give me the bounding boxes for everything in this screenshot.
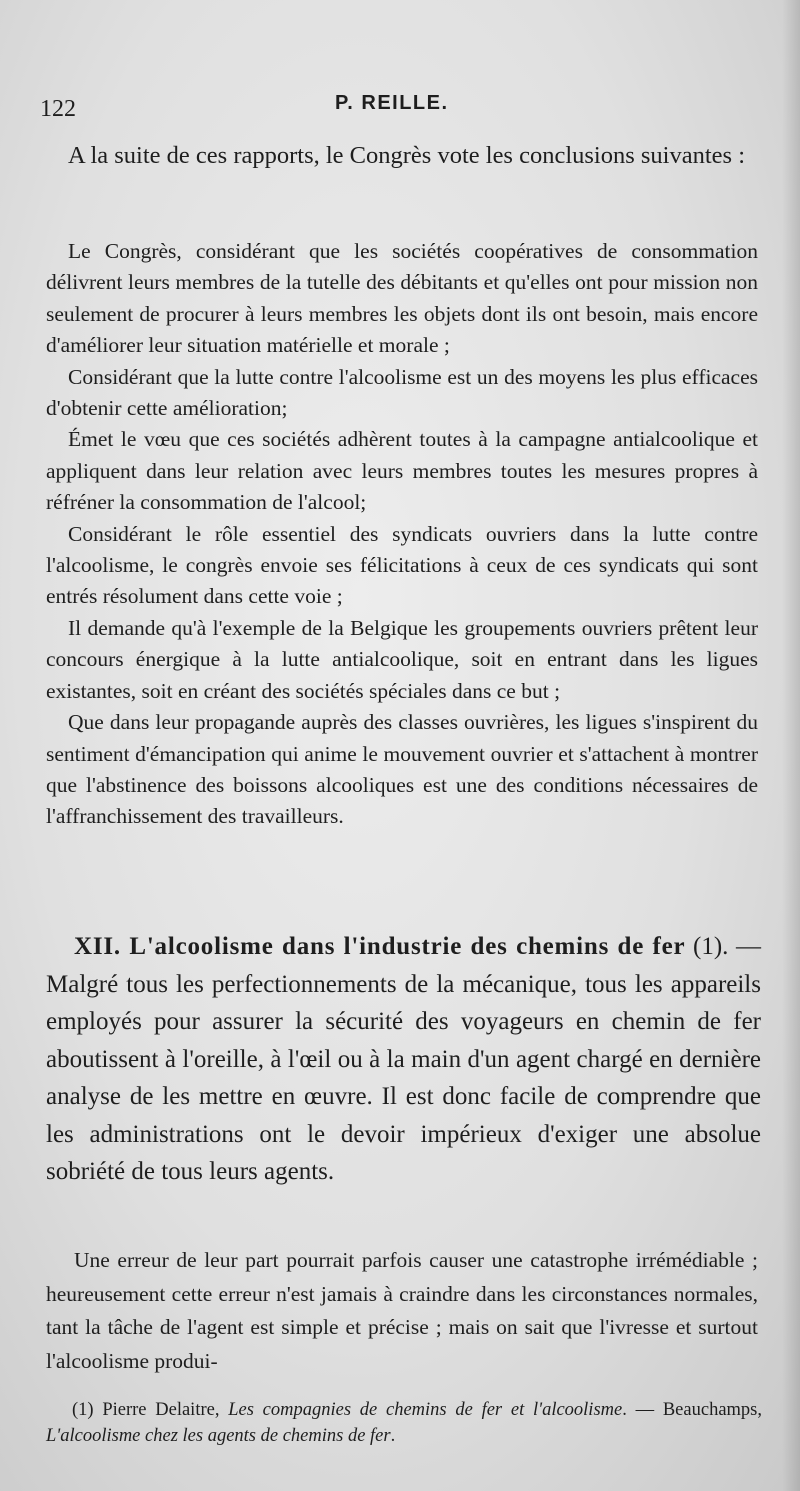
page-number: 122 — [40, 96, 76, 122]
resolution-paragraph: Considérant le rôle essentiel des syndicats ouvriers dans la lutte contre l'alcoolisme, le congrès envoie ses félicitations à ceux de ces syndicats qui sont entrés résolument dans cette voie ; — [46, 521, 758, 609]
resolution-paragraph: Que dans leur propagande auprès des classes ouvrières, les ligues s'inspirent du sentiment d'émancipation qui anime le mouvement ouvrier et s'attachent à montrer que l'abstinence des boissons alcooliques est une des conditions nécessaires de l'affranchissement des travailleurs. — [46, 710, 758, 829]
resolution-paragraph: Considérant que la lutte contre l'alcoolisme est un des moyens les plus efficaces d'obtenir cette amélioration; — [46, 364, 758, 421]
section-heading: XII. L'alcoolisme dans l'industrie des chemins de fer — [74, 933, 686, 960]
resolution-paragraph: Il demande qu'à l'exemple de la Belgique les groupements ouvriers prêtent leur concours énergique à la lutte antialcoolique, soit en entrant dans les ligues existantes, soit en créant des sociétés spéciales dans ce but ; — [46, 615, 758, 703]
congress-resolutions — [46, 236, 758, 833]
footnote-reference: (1). — [685, 933, 729, 960]
footnote-end: . — [390, 1425, 396, 1446]
footnote-separator: . — Beauchamps, — [622, 1400, 762, 1420]
footnote — [46, 1398, 762, 1449]
page-edge-shadow — [782, 0, 800, 1491]
footnote-title-2: L'alcoolisme chez les agents de chemins de fer — [46, 1425, 391, 1446]
footnote-marker: (1) — [72, 1400, 94, 1420]
intro-paragraph: A la suite de ces rapports, le Congrès vote les conclusions suivantes : — [68, 142, 746, 169]
resolution-paragraph: Émet le vœu que ces sociétés adhèrent toutes à la campagne antialcoolique et appliquent dans leur relation avec leurs membres toutes les mesures propres à réfréner la consommation de l'alcool; — [46, 427, 758, 515]
resolution-paragraph: Le Congrès, considérant que les sociétés coopératives de consommation délivrent leurs membres de la tutelle des débitants et qu'elles ont pour mission non seulement de procurer à leurs membres les objets dont ils ont besoin, mais encore d'améliorer leur situation matérielle et morale ; — [46, 239, 758, 358]
section-xii — [46, 928, 761, 1191]
continuation-paragraph: Une erreur de leur part pourrait parfois causer une catastrophe irrémédiable ; heureusement cette erreur n'est jamais à craindre dans les circonstances normales, tant la tâche de l'agent est simple et précise ; mais on sait que l'ivresse et surtout l'alcoolisme produi- — [46, 1248, 758, 1373]
running-head: P. REILLE. — [335, 92, 449, 114]
section-body: — Malgré tous les perfectionnements de la mécanique, tous les appareils employés pour assurer la sécurité des voyageurs en chemin de fer aboutissent à l'oreille, à l'œil ou à la main d'un agent chargé en dernière analyse de les mettre en œuvre. Il est donc facile de comprendre que les administrations ont le devoir impérieux d'exiger une absolue sobriété de tous leurs agents. — [46, 933, 761, 1185]
footnote-author-1: Pierre Delaitre, — [93, 1400, 229, 1420]
footnote-title-1: Les compagnies de chemins de fer et l'alcoolisme — [228, 1400, 623, 1420]
